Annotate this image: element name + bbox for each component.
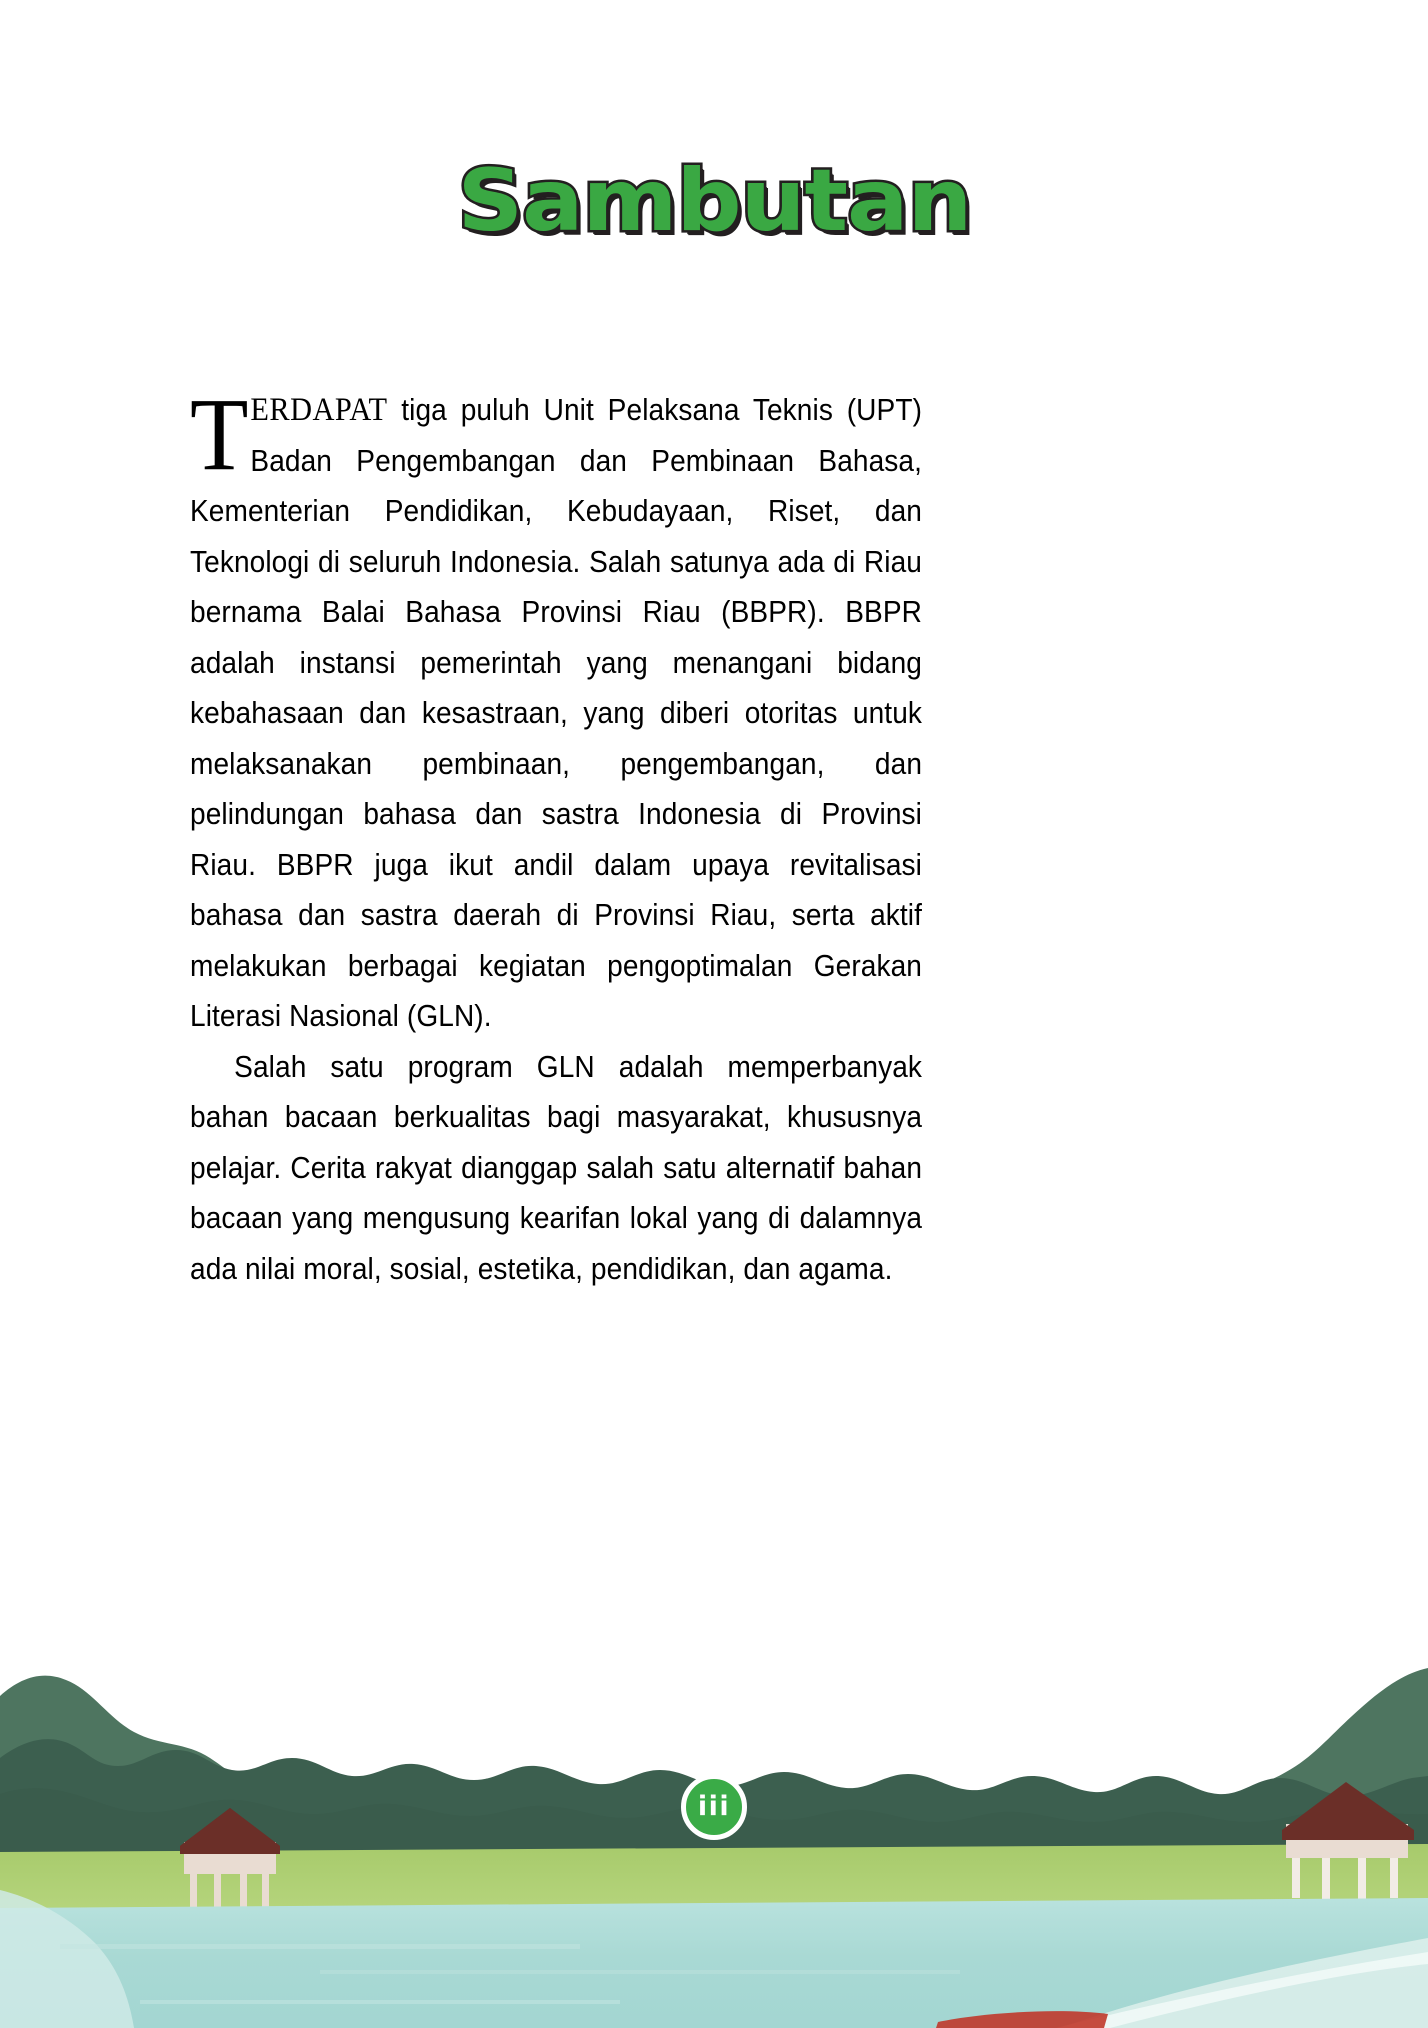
drop-cap: T <box>190 377 249 492</box>
page-title: Sambutan <box>457 151 971 251</box>
small-caps-lead: ERDAPAT <box>250 392 388 428</box>
water-streak-1 <box>60 1944 580 1949</box>
page-number-badge <box>681 1774 747 1840</box>
body-text-column <box>190 377 923 1294</box>
paragraph-1-text: tiga puluh Unit Pelaksana Teknis (UPT) Badan Pengembangan dan Pembinaan Bahasa, Kementerian Pendidikan, Kebudayaan, Riset, dan Teknologi di seluruh Indonesia. Salah satunya ada di Riau bernama Balai Bahasa Provinsi Riau (BBPR). BBPR adalah instansi pemerintah yang menangani bidang kebahasaan dan kesastraan, yang diberi otoritas untuk melaksanakan pembinaan, pengembangan, dan pelindungan bahasa dan sastra Indonesia di Provinsi Riau. BBPR juga ikut andil dalam upaya revitalisasi bahasa dan sastra daerah di Provinsi Riau, serta aktif melakukan berbagai kegiatan pengoptimalan Gerakan Literasi Nasional (GLN). <box>190 393 923 1033</box>
paragraph-1 <box>190 377 923 1042</box>
paragraph-2: Salah satu program GLN adalah memperbanyak bahan bacaan berkualitas bagi masyarakat, khususnya pelajar. Cerita rakyat dianggap salah satu alternatif bahan bacaan yang mengusung kearifan lokal yang di dalamnya ada nilai moral, sosial, estetika, pendidikan, dan agama. <box>190 1049 923 1286</box>
page-number: iii <box>697 1790 731 1822</box>
water-streak-3 <box>140 2000 620 2004</box>
water-streak-2 <box>320 1970 960 1974</box>
page-title-wrap <box>0 151 1428 251</box>
